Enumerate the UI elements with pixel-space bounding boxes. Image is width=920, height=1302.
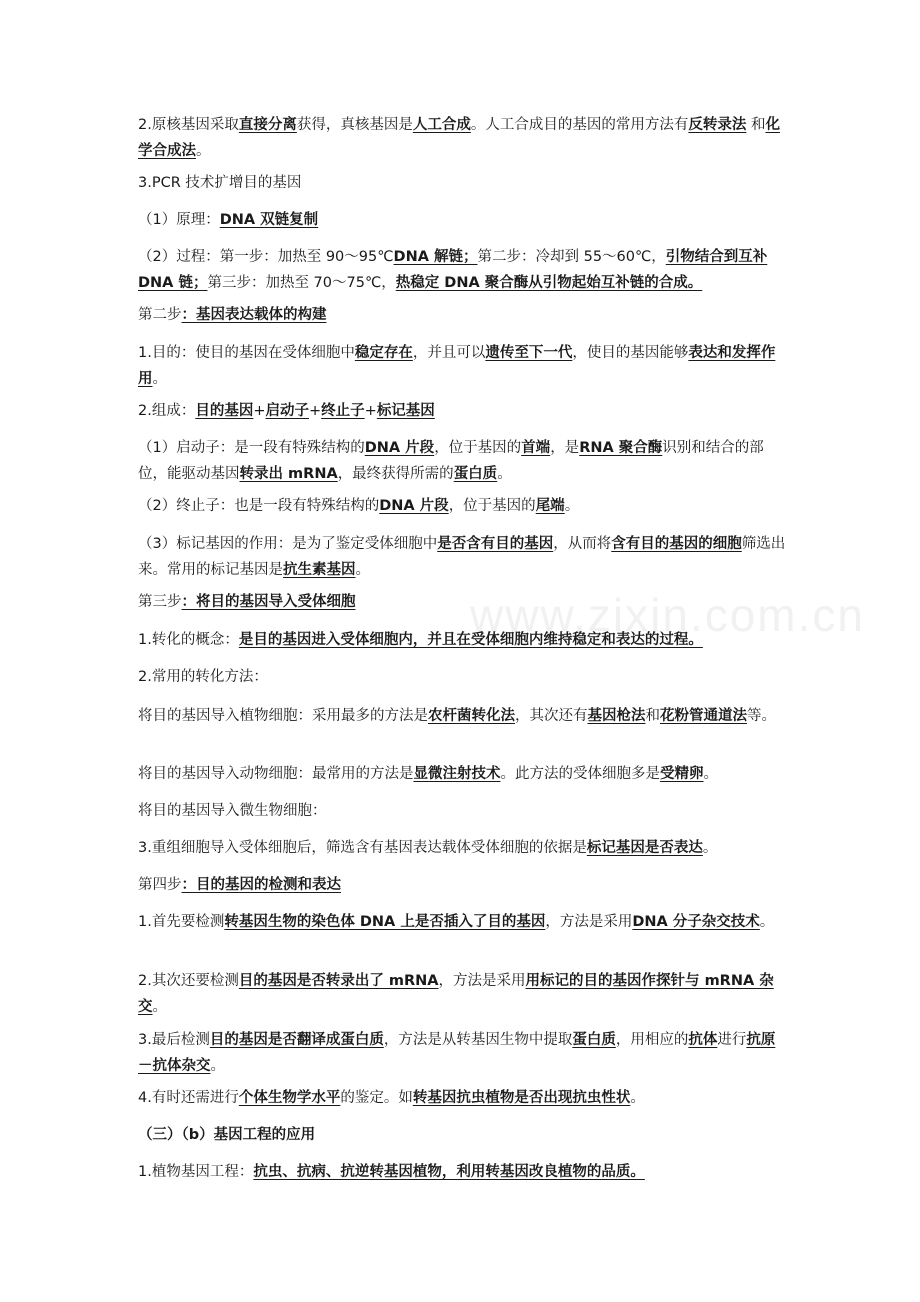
answer: 基因枪法 bbox=[587, 708, 646, 724]
paragraph-animal-cell bbox=[138, 761, 786, 787]
text: 识别和结合的部位，能驱动基因 bbox=[138, 440, 764, 482]
answer: 含有目的基因的细胞 bbox=[611, 536, 742, 552]
text: 第四步 bbox=[138, 877, 182, 893]
text: ，位于基因的 bbox=[434, 440, 522, 456]
text: ，使目的基因能够 bbox=[572, 345, 689, 361]
answer: ：目的基因的检测和表达 bbox=[181, 877, 341, 893]
text: ，从而将 bbox=[553, 536, 612, 552]
text: （1）原理： bbox=[138, 212, 220, 228]
text: 将目的基因导入植物细胞：采用最多的方法是 bbox=[138, 708, 428, 724]
text: + bbox=[364, 403, 377, 419]
heading-application bbox=[138, 1122, 786, 1148]
text: 筛选出来。常用的标记基因是 bbox=[138, 536, 786, 578]
text: ，其次还有 bbox=[515, 708, 588, 724]
answer: 终止子 bbox=[321, 403, 365, 419]
answer: 蛋白质 bbox=[572, 1032, 616, 1048]
answer: 抗虫、抗病、抗逆转基因植物，利用转基因改良植物的品质。 bbox=[253, 1164, 645, 1180]
answer: 反转录法 bbox=[688, 117, 747, 133]
answer: 花粉管通道法 bbox=[660, 708, 747, 724]
text: ，用相应的 bbox=[615, 1032, 689, 1048]
answer: 标记基因 bbox=[376, 403, 435, 419]
answer: 抗生素基因 bbox=[283, 562, 356, 578]
text: 。 bbox=[630, 1090, 645, 1106]
answer: ：基因表达载体的构建 bbox=[181, 307, 327, 323]
text: + bbox=[253, 403, 266, 419]
text: 。 bbox=[152, 371, 167, 387]
answer: 抗原－抗体杂交 bbox=[138, 1032, 776, 1074]
answer: 显微注射技术 bbox=[413, 766, 501, 782]
text: 1.首先要检测 bbox=[138, 914, 225, 930]
answer: 用标记的目的基因作探针与 mRNA 杂交 bbox=[138, 973, 774, 1015]
paragraph-detect-protein bbox=[138, 1027, 786, 1079]
answer: 抗体 bbox=[688, 1032, 718, 1048]
answer: 是目的基因进入受体细胞内，并且在受体细胞内维持稳定和表达的过程。 bbox=[238, 632, 703, 648]
answer: DNA 片段 bbox=[379, 498, 449, 514]
text: + bbox=[309, 403, 322, 419]
answer: 个体生物学水平 bbox=[238, 1090, 341, 1106]
answer: 蛋白质 bbox=[453, 466, 498, 482]
text: 。 bbox=[497, 466, 512, 482]
answer: 转基因生物的染色体 DNA 上是否插入了目的基因 bbox=[224, 914, 546, 930]
answer: 引物结合到互补 DNA 链； bbox=[138, 249, 768, 291]
paragraph-terminator bbox=[138, 493, 786, 519]
text: 。 bbox=[703, 766, 718, 782]
answer: 尾端 bbox=[535, 498, 565, 514]
text: ，方法是采用 bbox=[545, 914, 633, 930]
text: 第二步：冷却到 55～60℃， bbox=[477, 249, 666, 265]
text: 将目的基因导入动物细胞：最常用的方法是 bbox=[138, 766, 414, 782]
paragraph-microbe-cell bbox=[138, 798, 786, 824]
answer: 表达和发挥作用 bbox=[138, 345, 776, 387]
paragraph-promoter bbox=[138, 435, 786, 487]
answer: 受精卵 bbox=[660, 766, 704, 782]
text: ，位于基因的 bbox=[448, 498, 536, 514]
answer: 目的基因是否翻译成蛋白质 bbox=[209, 1032, 384, 1048]
text: 。 bbox=[152, 999, 167, 1015]
heading-step3 bbox=[138, 589, 786, 615]
paragraph-pcr-principle bbox=[138, 207, 786, 233]
answer: 启动子 bbox=[265, 403, 309, 419]
answer: 热稳定 DNA 聚合酶从引物起始互补链的合成。 bbox=[395, 275, 703, 291]
paragraph-composition bbox=[138, 398, 786, 424]
answer: ：将目的基因导入受体细胞 bbox=[181, 594, 356, 610]
text: 3.最后检测 bbox=[138, 1032, 210, 1048]
paragraph-detect-mrna bbox=[138, 968, 786, 1020]
answer: 稳定存在 bbox=[354, 345, 413, 361]
text: 。 bbox=[759, 914, 775, 930]
answer: 转基因抗虫植物是否出现抗虫性状 bbox=[412, 1090, 631, 1106]
text: 1.目的：使目的基因在受体细胞中 bbox=[138, 345, 355, 361]
text: ，是 bbox=[550, 440, 580, 456]
heading-step2 bbox=[138, 302, 786, 328]
answer: 标记基因是否表达 bbox=[586, 840, 703, 856]
paragraph-methods-heading bbox=[138, 664, 786, 690]
text: ，方法是从转基因生物中提取 bbox=[383, 1032, 573, 1048]
text: ，并且可以 bbox=[412, 345, 486, 361]
text: ，最终获得所需的 bbox=[337, 466, 454, 482]
answer: 农杆菌转化法 bbox=[428, 708, 515, 724]
answer: 首端 bbox=[521, 440, 551, 456]
text: 第三步 bbox=[138, 594, 182, 610]
text: 等。 bbox=[747, 708, 776, 724]
answer: 化学合成法 bbox=[138, 117, 780, 159]
paragraph-plant-cell bbox=[138, 703, 786, 729]
text: 3.PCR 技术扩增目的基因 bbox=[138, 175, 302, 191]
answer: RNA 聚合酶 bbox=[579, 440, 663, 456]
text: 。人工合成目的基因的常用方法有 bbox=[470, 117, 689, 133]
text: 。 bbox=[196, 143, 211, 159]
text: （3）标记基因的作用：是为了鉴定受体细胞中 bbox=[138, 536, 438, 552]
text: 和 bbox=[746, 117, 766, 133]
text: 第二步 bbox=[138, 307, 182, 323]
text: 。 bbox=[564, 498, 580, 514]
text: ，方法是采用 bbox=[438, 973, 526, 989]
paragraph-marker-gene bbox=[138, 531, 786, 583]
text: 2.其次还要检测 bbox=[138, 973, 239, 989]
answer: 转录出 mRNA bbox=[239, 466, 338, 482]
text: （2）终止子：也是一段有特殊结构的 bbox=[138, 498, 380, 514]
paragraph-gene-source bbox=[138, 112, 786, 164]
paragraph-plant-engineering bbox=[138, 1159, 786, 1185]
paragraph-pcr-heading bbox=[138, 170, 786, 196]
text: 。此方法的受体细胞多是 bbox=[500, 766, 660, 782]
answer: 直接分离 bbox=[238, 117, 297, 133]
text: 2.常用的转化方法： bbox=[138, 669, 268, 685]
text: 2.原核基因采取 bbox=[138, 117, 239, 133]
paragraph-transformation bbox=[138, 627, 786, 653]
paragraph-screening bbox=[138, 835, 786, 861]
answer: 是否含有目的基因 bbox=[437, 536, 554, 552]
paragraph-purpose bbox=[138, 340, 786, 392]
text: 进行 bbox=[717, 1032, 747, 1048]
answer: 人工合成 bbox=[412, 117, 471, 133]
answer: DNA 分子杂交技术 bbox=[632, 914, 760, 930]
text: （1）启动子：是一段有特殊结构的 bbox=[138, 440, 365, 456]
text: 和 bbox=[645, 708, 660, 724]
text: 3.重组细胞导入受体细胞后，筛选含有基因表达载体受体细胞的依据是 bbox=[138, 840, 587, 856]
text: 获得，真核基因是 bbox=[296, 117, 413, 133]
text: 第三步：加热至 70～75℃， bbox=[207, 275, 396, 291]
answer: DNA 双链复制 bbox=[219, 212, 319, 228]
watermark: www.zixin.com.cn bbox=[470, 589, 865, 641]
heading-step4 bbox=[138, 872, 786, 898]
text: 2.组成： bbox=[138, 403, 196, 419]
answer: DNA 解链； bbox=[393, 249, 478, 265]
text: （三）（b）基因工程的应用 bbox=[138, 1127, 316, 1143]
paragraph-detect-dna bbox=[138, 909, 786, 935]
text: 。 bbox=[210, 1058, 225, 1074]
text: 1.转化的概念： bbox=[138, 632, 239, 648]
answer: 目的基因 bbox=[195, 403, 254, 419]
text: 4.有时还需进行 bbox=[138, 1090, 239, 1106]
paragraph-individual-level bbox=[138, 1085, 786, 1111]
text: 将目的基因导入微生物细胞： bbox=[138, 803, 327, 819]
text: （2）过程：第一步：加热至 90～95℃ bbox=[138, 249, 394, 265]
answer: 遗传至下一代 bbox=[485, 345, 573, 361]
text: 的鉴定。如 bbox=[340, 1090, 413, 1106]
paragraph-pcr-process bbox=[138, 244, 786, 296]
text: 。 bbox=[702, 840, 718, 856]
text: 。 bbox=[355, 562, 370, 578]
answer: 目的基因是否转录出了 mRNA bbox=[238, 973, 439, 989]
text: 1.植物基因工程： bbox=[138, 1164, 254, 1180]
answer: DNA 片段 bbox=[364, 440, 435, 456]
